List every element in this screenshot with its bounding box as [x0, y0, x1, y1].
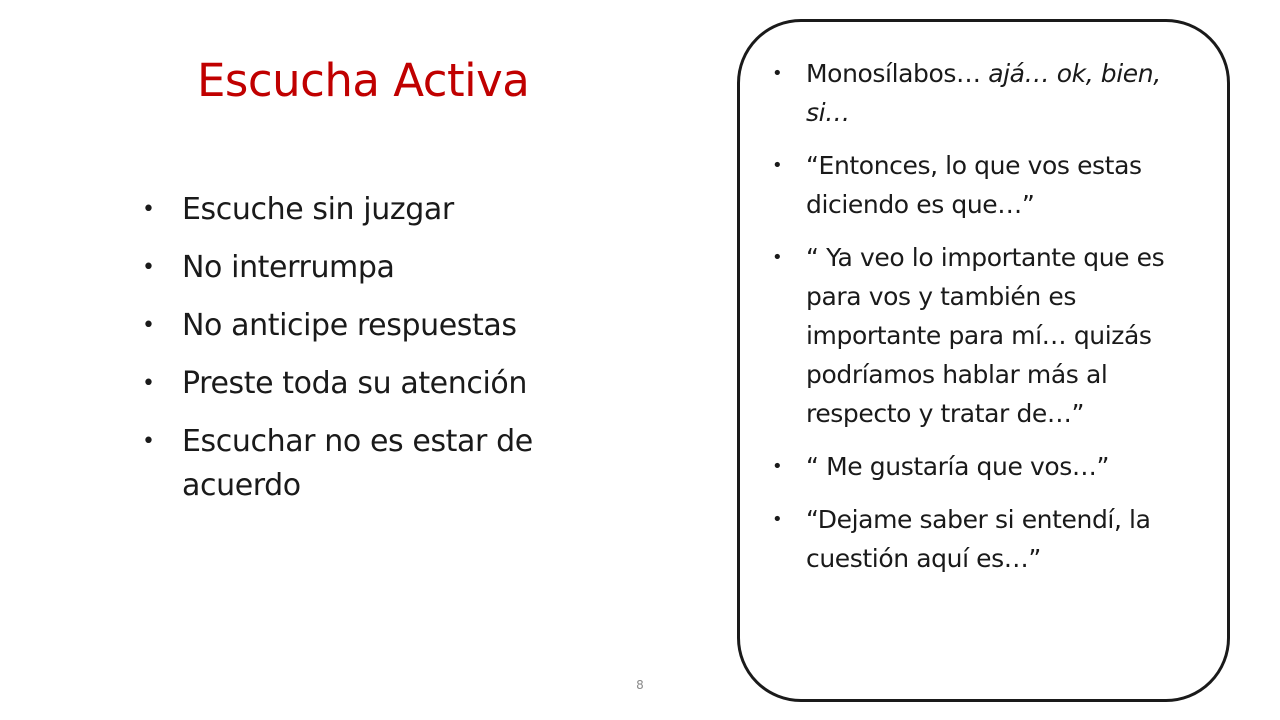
bullet-icon: •: [142, 429, 155, 454]
left-bullet-list: [140, 188, 610, 522]
right-bullet-item: [768, 146, 1208, 224]
right-bullet-text: “Dejame saber si entendí, la cuestión aquí es…”: [806, 505, 1151, 573]
right-bullet-text: Monosílabos…: [806, 59, 989, 88]
page-number: 8: [636, 678, 644, 692]
left-bullet-item: [140, 188, 610, 232]
right-bullet-italic-text: ajá… ok, bien, si…: [806, 59, 1161, 127]
left-bullet-text: Escuche sin juzgar: [182, 192, 454, 227]
bullet-icon: •: [142, 371, 155, 396]
left-bullet-text: Preste toda su atención: [182, 366, 527, 401]
left-bullet-text: No interrumpa: [182, 250, 395, 285]
bullet-icon: •: [772, 456, 783, 477]
bullet-icon: •: [142, 313, 155, 338]
right-bullet-text: “ Me gustaría que vos…”: [806, 452, 1110, 481]
bullet-icon: •: [142, 255, 155, 280]
left-bullet-item: [140, 420, 610, 508]
right-bullet-text: “ Ya veo lo importante que es para vos y también es importante para mí… quizás podríamos hablar más al respecto y tratar de…”: [806, 243, 1165, 428]
left-bullet-item: [140, 362, 610, 406]
right-bullet-text: “Entonces, lo que vos estas diciendo es que…”: [806, 151, 1142, 219]
left-bullet-text: Escuchar no es estar de acuerdo: [182, 424, 533, 503]
right-bullet-item: [768, 238, 1208, 433]
bullet-icon: •: [772, 155, 783, 176]
bullet-icon: •: [772, 247, 783, 268]
bullet-icon: •: [772, 63, 783, 84]
right-bullet-list: [768, 54, 1208, 592]
slide-title: Escucha Activa: [197, 54, 530, 107]
left-bullet-item: [140, 246, 610, 290]
left-bullet-text: No anticipe respuestas: [182, 308, 517, 343]
bullet-icon: •: [142, 197, 155, 222]
right-bullet-item: [768, 447, 1208, 486]
left-bullet-item: [140, 304, 610, 348]
right-bullet-item: [768, 54, 1208, 132]
bullet-icon: •: [772, 509, 783, 530]
right-bullet-item: [768, 500, 1208, 578]
